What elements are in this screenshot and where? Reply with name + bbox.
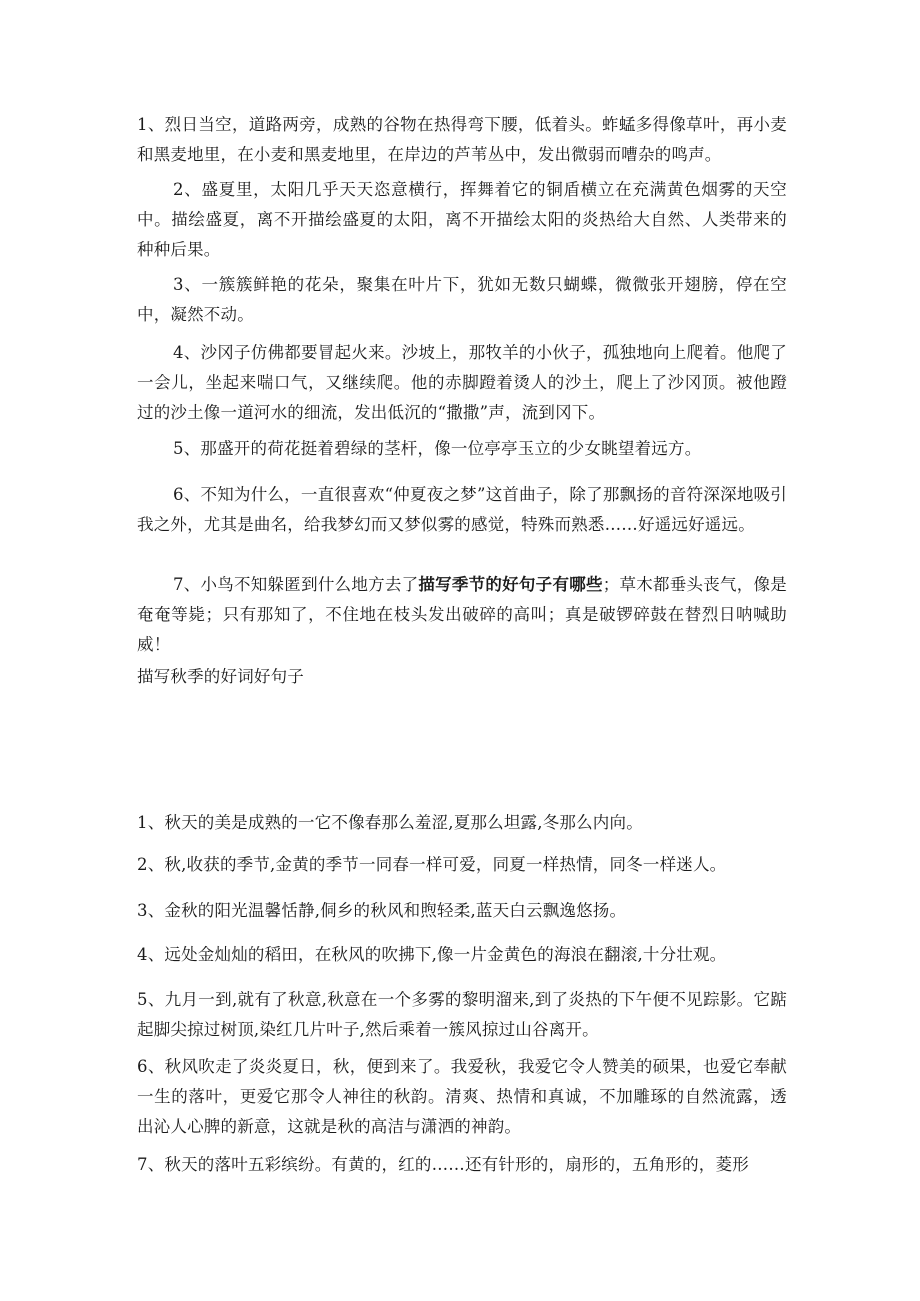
summer-sentence-5: 5、那盛开的荷花挺着碧绿的茎杆，像一位亭亭玉立的少女眺望着远方。: [173, 439, 702, 458]
autumn-sentence-5: 5、九月一到,就有了秋意,秋意在一个多雾的黎明溜来,到了炎热的下午便不见踪影。它踮起脚尖掠过树顶,染红几片叶子,然后乘着一簇风掠过山谷离开。: [137, 990, 787, 1039]
autumn-sentence-2: 2、秋,收获的季节,金黄的季节一同春一样可爱，同夏一样热情，同冬一样迷人。: [137, 855, 727, 874]
summer-sentence-3: 3、一簇簇鲜艳的花朵，聚集在叶片下，犹如无数只蝴蝶，微微张开翅膀，停在空中，凝然不动。: [137, 275, 787, 324]
summer-sentence-7-start: 7、小鸟不知躲匿到什么地方去了: [173, 575, 419, 594]
summer-sentence-7-end: ；草木都垂头丧气，像是奄奄等毙；只有那知了，不住地在枝头发出破碎的高叫；真是破锣碎鼓在替烈日呐喊助威！: [137, 575, 788, 654]
summer-sentence-1: 1、烈日当空，道路两旁，成熟的谷物在热得弯下腰，低着头。蚱蜢多得像草叶，再小麦和黑麦地里，在小麦和黑麦地里，在岸边的芦苇丛中，发出微弱而嘈杂的鸣声。: [137, 115, 787, 164]
summer-sentence-4: 4、沙冈子仿佛都要冒起火来。沙坡上，那牧羊的小伙子，孤独地向上爬着。他爬了一会儿，坐起来喘口气，又继续爬。他的赤脚蹬着烫人的沙土，爬上了沙冈顶。被他蹬过的沙土像一道河水的细流，发出低沉的“撒撒”声，流到冈下。: [137, 343, 787, 422]
autumn-sentence-7: 7、秋天的落叶五彩缤纷。有黄的，红的……还有针形的，扇形的，五角形的，菱形: [137, 1155, 749, 1174]
autumn-sentence-3: 3、金秋的阳光温馨恬静,侗乡的秋风和煦轻柔,蓝天白云飘逸悠扬。: [137, 901, 627, 920]
autumn-heading: 描写秋季的好词好句子: [137, 667, 304, 686]
summer-sentence-7: [137, 570, 787, 660]
autumn-sentence-1: 1、秋天的美是成熟的一它不像春那么羞涩,夏那么坦露,冬那么内向。: [137, 813, 643, 832]
summer-sentence-6: 6、不知为什么，一直很喜欢“仲夏夜之梦”这首曲子，除了那飘扬的音符深深地吸引我之外，尤其是曲名，给我梦幻而又梦似雾的感觉，特殊而熟悉……好遥远好遥远。: [137, 485, 787, 534]
autumn-sentence-4: 4、远处金灿灿的稻田，在秋风的吹拂下,像一片金黄色的海浪在翻滚,十分壮观。: [137, 945, 727, 964]
summer-sentence-7-bold-link[interactable]: 描写季节的好句子有哪些: [418, 575, 603, 594]
autumn-sentence-6: 6、秋风吹走了炎炎夏日，秋，便到来了。我爱秋，我爱它令人赞美的硕果，也爱它奉献一生的落叶，更爱它那令人神往的秋韵。清爽、热情和真诚，不加雕琢的自然流露，透出沁人心脾的新意，这就是秋的高洁与潇洒的神韵。: [137, 1057, 787, 1136]
summer-sentence-2: 2、盛夏里，太阳几乎天天恣意横行，挥舞着它的铜盾横立在充满黄色烟雾的天空中。描绘盛夏，离不开描绘盛夏的太阳，离不开描绘太阳的炎热给大自然、人类带来的种种后果。: [137, 180, 787, 259]
